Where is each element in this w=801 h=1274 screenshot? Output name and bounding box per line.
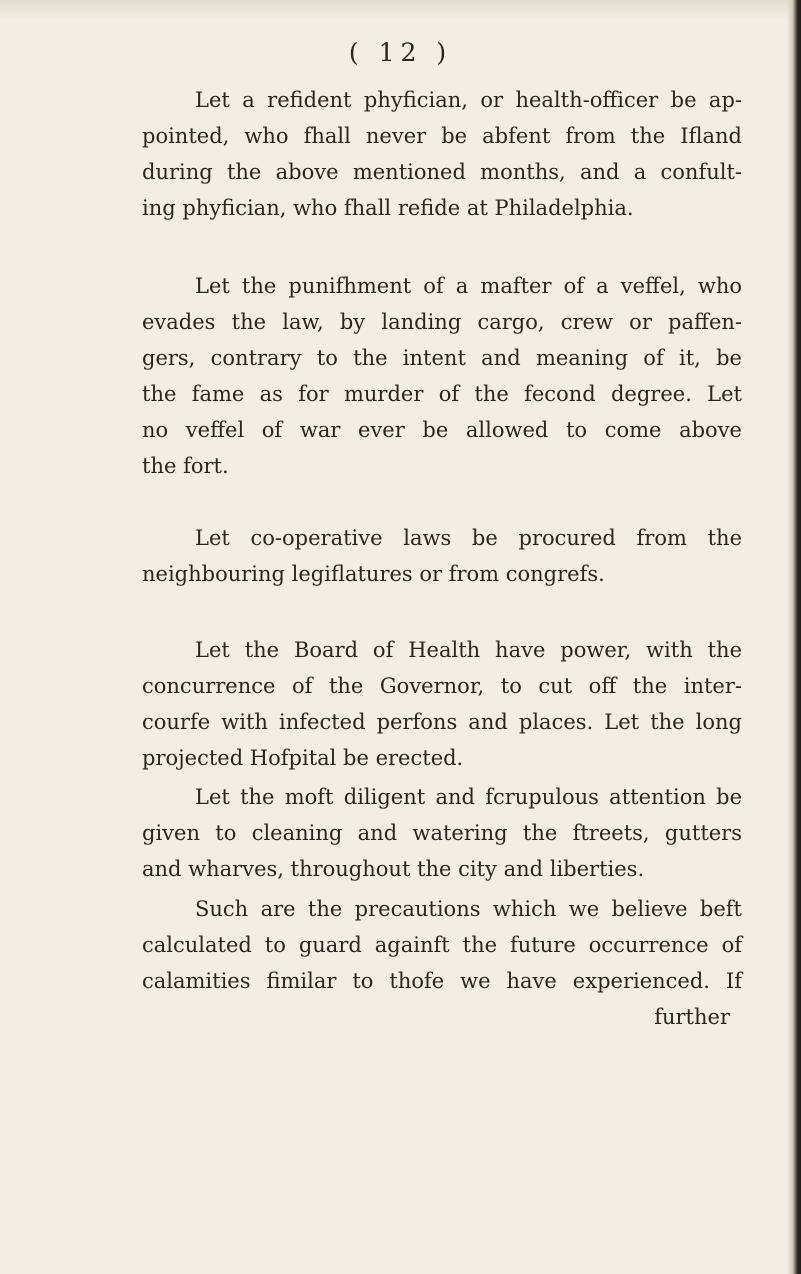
text-line: evades the law, by landing cargo, crew or paffen- <box>142 310 742 334</box>
text-line: pointed, who fhall never be abfent from the Ifland <box>142 124 742 148</box>
text-line: Let a refident phyfician, or health-officer be ap- <box>195 88 742 112</box>
paragraph-precautions <box>142 891 742 1035</box>
page-number-header: ( 12 ) <box>348 38 453 67</box>
paragraph-street-cleaning <box>142 779 742 887</box>
text-line: Such are the precautions which we believe beft <box>195 897 742 921</box>
text-line: concurrence of the Governor, to cut off the inter- <box>142 674 742 698</box>
text-line: calamities fimilar to thofe we have experienced. If <box>142 969 742 993</box>
page-top-shading <box>0 0 801 20</box>
page-binding-edge <box>787 0 801 1274</box>
text-line: ing phyfician, who fhall refide at Philadelphia. <box>142 196 634 220</box>
paragraph-cooperative-laws <box>142 520 742 592</box>
paragraph-punishment <box>142 268 742 484</box>
text-line: Let co-operative laws be procured from the <box>195 526 742 550</box>
text-line: the fame as for murder of the fecond degree. Let <box>142 382 742 406</box>
catchword: further <box>654 1005 730 1029</box>
text-line: given to cleaning and watering the ftreets, gutters <box>142 821 742 845</box>
text-line: gers, contrary to the intent and meaning of it, be <box>142 346 742 370</box>
text-line: Let the Board of Health have power, with the <box>195 638 742 662</box>
text-line: projected Hofpital be erected. <box>142 746 464 770</box>
text-line: calculated to guard againft the future occurrence of <box>142 933 742 957</box>
paragraph-board-of-health <box>142 632 742 776</box>
text-line: the fort. <box>142 454 229 478</box>
text-line: and wharves, throughout the city and liberties. <box>142 857 645 881</box>
text-line: neighbouring legiflatures or from congrefs. <box>142 562 605 586</box>
text-line: Let the punifhment of a mafter of a veffel, who <box>195 274 742 298</box>
text-line: no veffel of war ever be allowed to come above <box>142 418 742 442</box>
text-line: during the above mentioned months, and a confult- <box>142 160 742 184</box>
text-line: courfe with infected perfons and places. Let the long <box>142 710 742 734</box>
paragraph-health-officer <box>142 82 742 226</box>
text-line: Let the moft diligent and fcrupulous attention be <box>195 785 742 809</box>
